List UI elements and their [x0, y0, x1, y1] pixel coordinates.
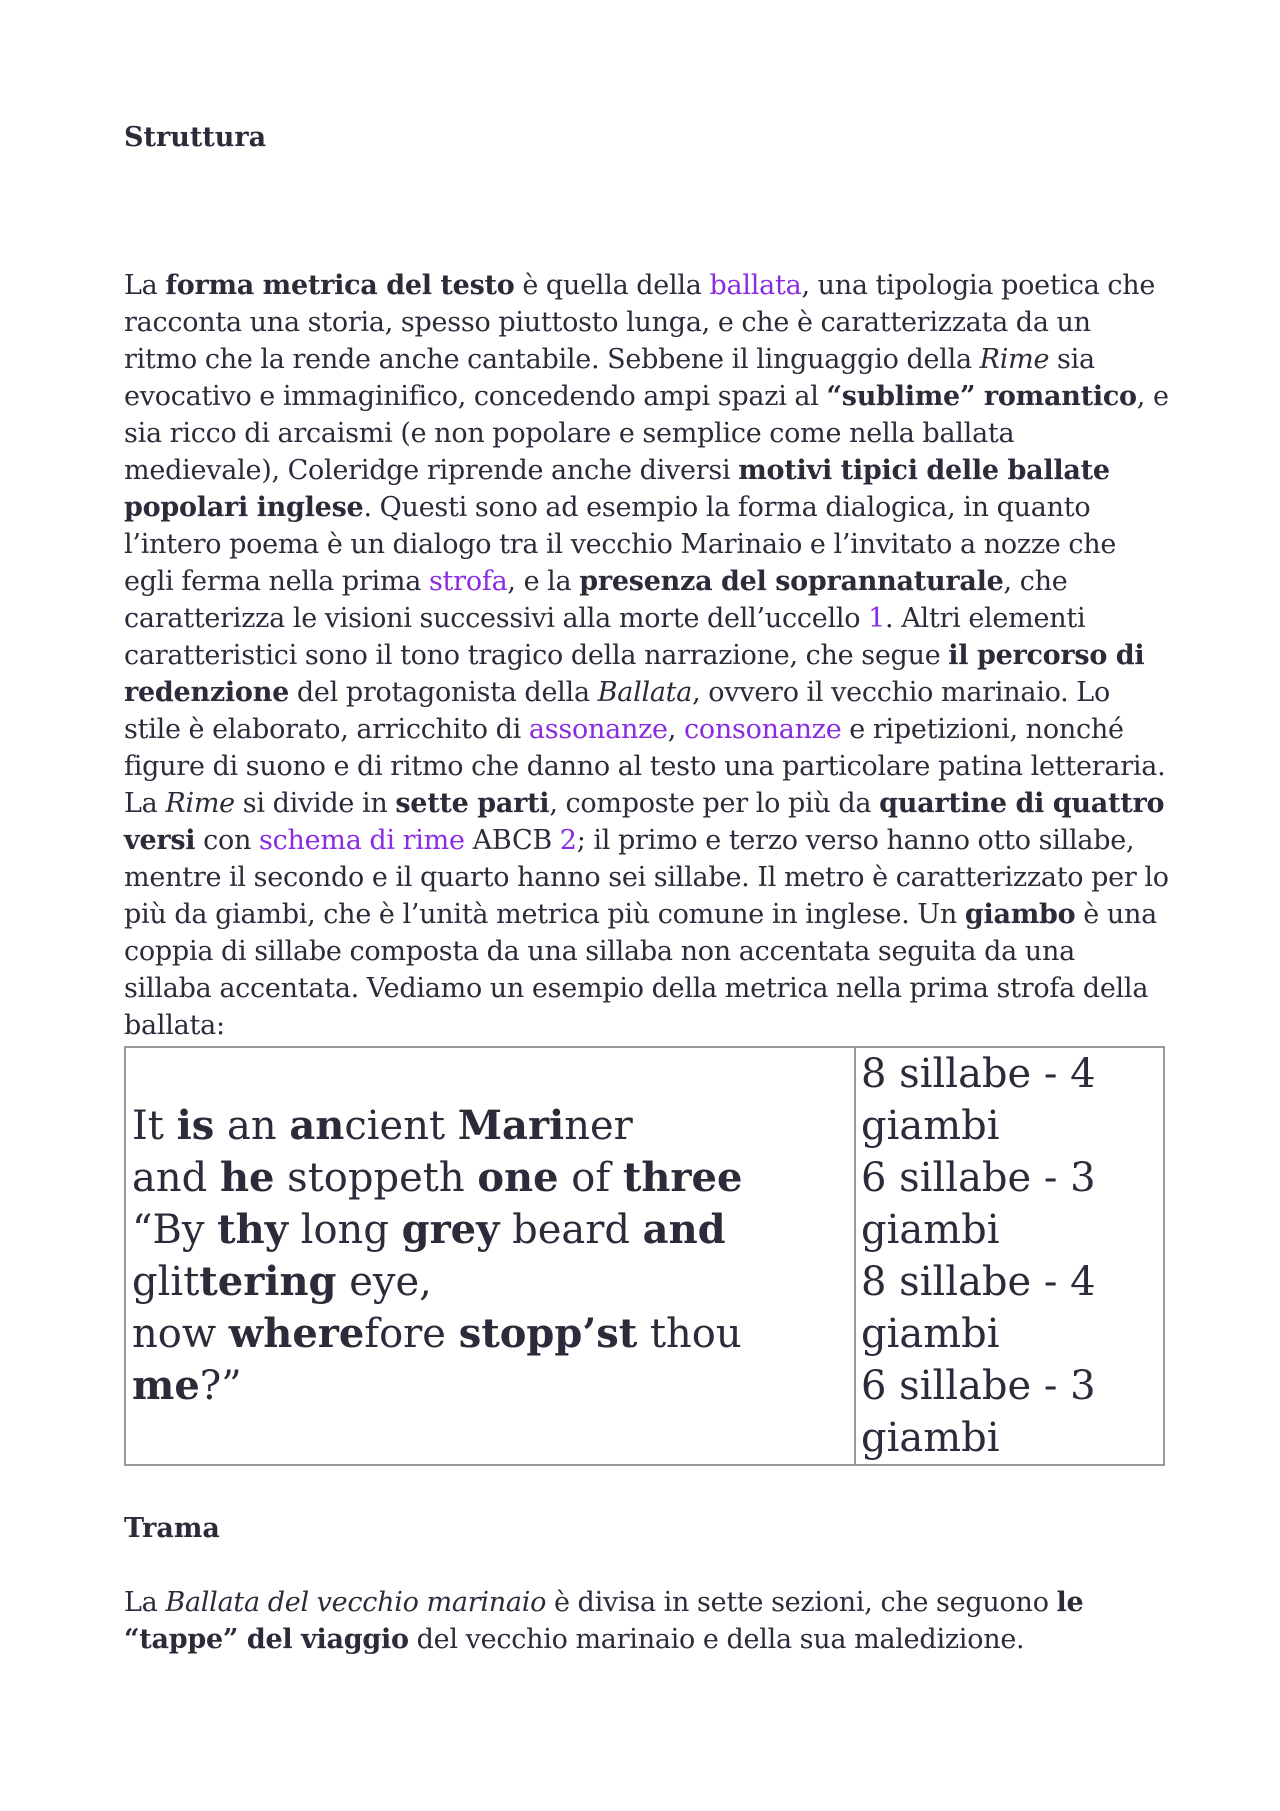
- stanza-line: [132, 1103, 633, 1149]
- text-run: of: [558, 1155, 623, 1201]
- syllable-count: 6 sillabe - 3 giambi: [861, 1155, 1096, 1253]
- text-run: , che caratterizza le visioni successivi alla morte dell’uccello: [124, 566, 1068, 634]
- glossary-link[interactable]: 1: [868, 603, 886, 634]
- table-row: [125, 1047, 1164, 1465]
- text-run: ?”: [199, 1363, 242, 1409]
- italic-text: Ballata: [597, 677, 693, 708]
- bold-text: where: [228, 1310, 365, 1357]
- text-run: an: [214, 1103, 290, 1149]
- text-run: , ovvero il vecchio marinaio. Lo stile è elaborato, arricchito di: [124, 677, 1110, 745]
- text-run: del protagonista della: [289, 677, 598, 708]
- text-run: “By: [132, 1207, 218, 1253]
- text-run: ,: [667, 714, 684, 745]
- bold-text: me: [132, 1362, 200, 1409]
- metrica-paragraph: [124, 785, 1169, 1044]
- glossary-link[interactable]: assonanze: [528, 714, 668, 745]
- bold-text: il percorso di redenzione: [124, 640, 1145, 708]
- bold-text: le “tappe” del viaggio: [124, 1587, 1084, 1655]
- text-run: now: [132, 1311, 229, 1357]
- text-run: glit: [132, 1259, 200, 1305]
- document-content: [124, 119, 1169, 1658]
- bold-text: is: [176, 1102, 215, 1149]
- text-run: si divide in: [234, 788, 396, 819]
- stanza-cell: [125, 1047, 855, 1465]
- bold-text: sette parti: [395, 788, 550, 819]
- text-run: La: [124, 1587, 166, 1618]
- bold-text: three: [622, 1154, 743, 1201]
- bold-text: quartine di quattro versi: [124, 788, 1165, 856]
- syllable-count: 6 sillabe - 3 giambi: [861, 1363, 1096, 1461]
- text-run: cient: [344, 1103, 458, 1149]
- bold-text: and: [642, 1206, 726, 1253]
- section-heading-struttura: Struttura: [124, 122, 267, 153]
- text-run: , una tipologia poetica che racconta una storia, spesso piuttosto lunga, e che è caratterizzata da un ritmo che la rende anche cantabile. Sebbene il linguaggio della: [124, 270, 1156, 375]
- text-run: La: [124, 270, 166, 301]
- bold-text: forma metrica del testo: [165, 270, 515, 301]
- text-run: è una coppia di sillabe composta da una sillaba non accentata seguita da una sillaba accentata. Vediamo un esempio della metrica nella prima strofa della ballata:: [124, 899, 1157, 1041]
- stanza-text: [132, 1100, 854, 1412]
- text-run: ner: [564, 1103, 633, 1149]
- stanza-line: [132, 1155, 742, 1201]
- glossary-link[interactable]: ballata: [709, 270, 802, 301]
- text-run: It: [132, 1103, 177, 1149]
- text-run: , e sia ricco di arcaismi (e non popolare e semplice come nella ballata medievale), Coleridge riprende anche diversi: [124, 381, 1169, 486]
- bold-text: an: [289, 1102, 345, 1149]
- italic-text: Rime: [979, 344, 1050, 375]
- struttura-paragraph: [124, 267, 1169, 785]
- text-run: . Altri elementi caratteristici sono il tono tragico della narrazione, che segue: [124, 603, 1086, 671]
- text-run: stoppeth: [274, 1155, 478, 1201]
- text-run: and: [132, 1155, 220, 1201]
- text-run: e ripetizioni, nonché figure di suono e di ritmo che danno al testo una particolare patina letteraria.: [124, 714, 1166, 782]
- glossary-link[interactable]: 2: [559, 825, 577, 856]
- text-run: sia evocativo e immaginifico, concedendo ampi spazi al: [124, 344, 1095, 412]
- text-run: fore: [364, 1311, 459, 1357]
- bold-text: he: [219, 1154, 275, 1201]
- bold-text: Mari: [457, 1102, 565, 1149]
- text-run: è quella della: [514, 270, 710, 301]
- text-run: ; il primo e terzo verso hanno otto sillabe, mentre il secondo e il quarto hanno sei sillabe. Il metro è caratterizzato per lo più da giambi, che è l’unità metrica più comune in inglese. Un: [124, 825, 1169, 930]
- bold-text: grey: [401, 1206, 500, 1253]
- text-run: è divisa in sette sezioni, che seguono: [546, 1587, 1057, 1618]
- bold-text: thy: [217, 1206, 288, 1253]
- italic-text: Rime: [165, 788, 235, 819]
- trama-paragraph: [124, 1584, 1169, 1658]
- text-run: con: [195, 825, 259, 856]
- bold-text: giambo: [964, 899, 1076, 930]
- bold-text: presenza del soprannaturale: [579, 566, 1004, 597]
- glossary-link[interactable]: schema di rime: [259, 825, 465, 856]
- syllable-count-cell: [855, 1047, 1164, 1465]
- italic-text: Ballata del vecchio marinaio: [165, 1587, 547, 1618]
- text-run: , composte per lo più da: [549, 788, 880, 819]
- glossary-link[interactable]: consonanze: [683, 714, 842, 745]
- text-run: thou: [637, 1311, 742, 1357]
- text-run: . Questi sono ad esempio la forma dialogica, in quanto l’intero poema è un dialogo tra il vecchio Marinaio e l’invitato a nozze che egli ferma nella prima: [124, 492, 1117, 597]
- section-heading-trama: Trama: [124, 1513, 220, 1544]
- bold-text: tering: [199, 1258, 337, 1305]
- bold-text: one: [477, 1154, 559, 1201]
- glossary-link[interactable]: strofa: [428, 566, 508, 597]
- metric-example-table: [124, 1046, 1165, 1466]
- bold-text: motivi tipici delle ballate popolari inglese: [124, 455, 1110, 523]
- text-run: La: [124, 788, 166, 819]
- stanza-line: [132, 1311, 742, 1409]
- stanza-line: [132, 1207, 726, 1305]
- text-run: del vecchio marinaio e della sua maledizione.: [408, 1624, 1025, 1655]
- bold-text: “sublime” romantico: [826, 381, 1137, 412]
- syllable-count: 8 sillabe - 4 giambi: [861, 1259, 1096, 1357]
- text-run: long: [287, 1207, 402, 1253]
- text-run: beard: [499, 1207, 643, 1253]
- text-run: eye,: [336, 1259, 432, 1305]
- bold-text: stopp’st: [458, 1310, 638, 1357]
- text-run: , e la: [507, 566, 580, 597]
- text-run: ABCB: [464, 825, 560, 856]
- syllable-count: 8 sillabe - 4 giambi: [861, 1051, 1096, 1149]
